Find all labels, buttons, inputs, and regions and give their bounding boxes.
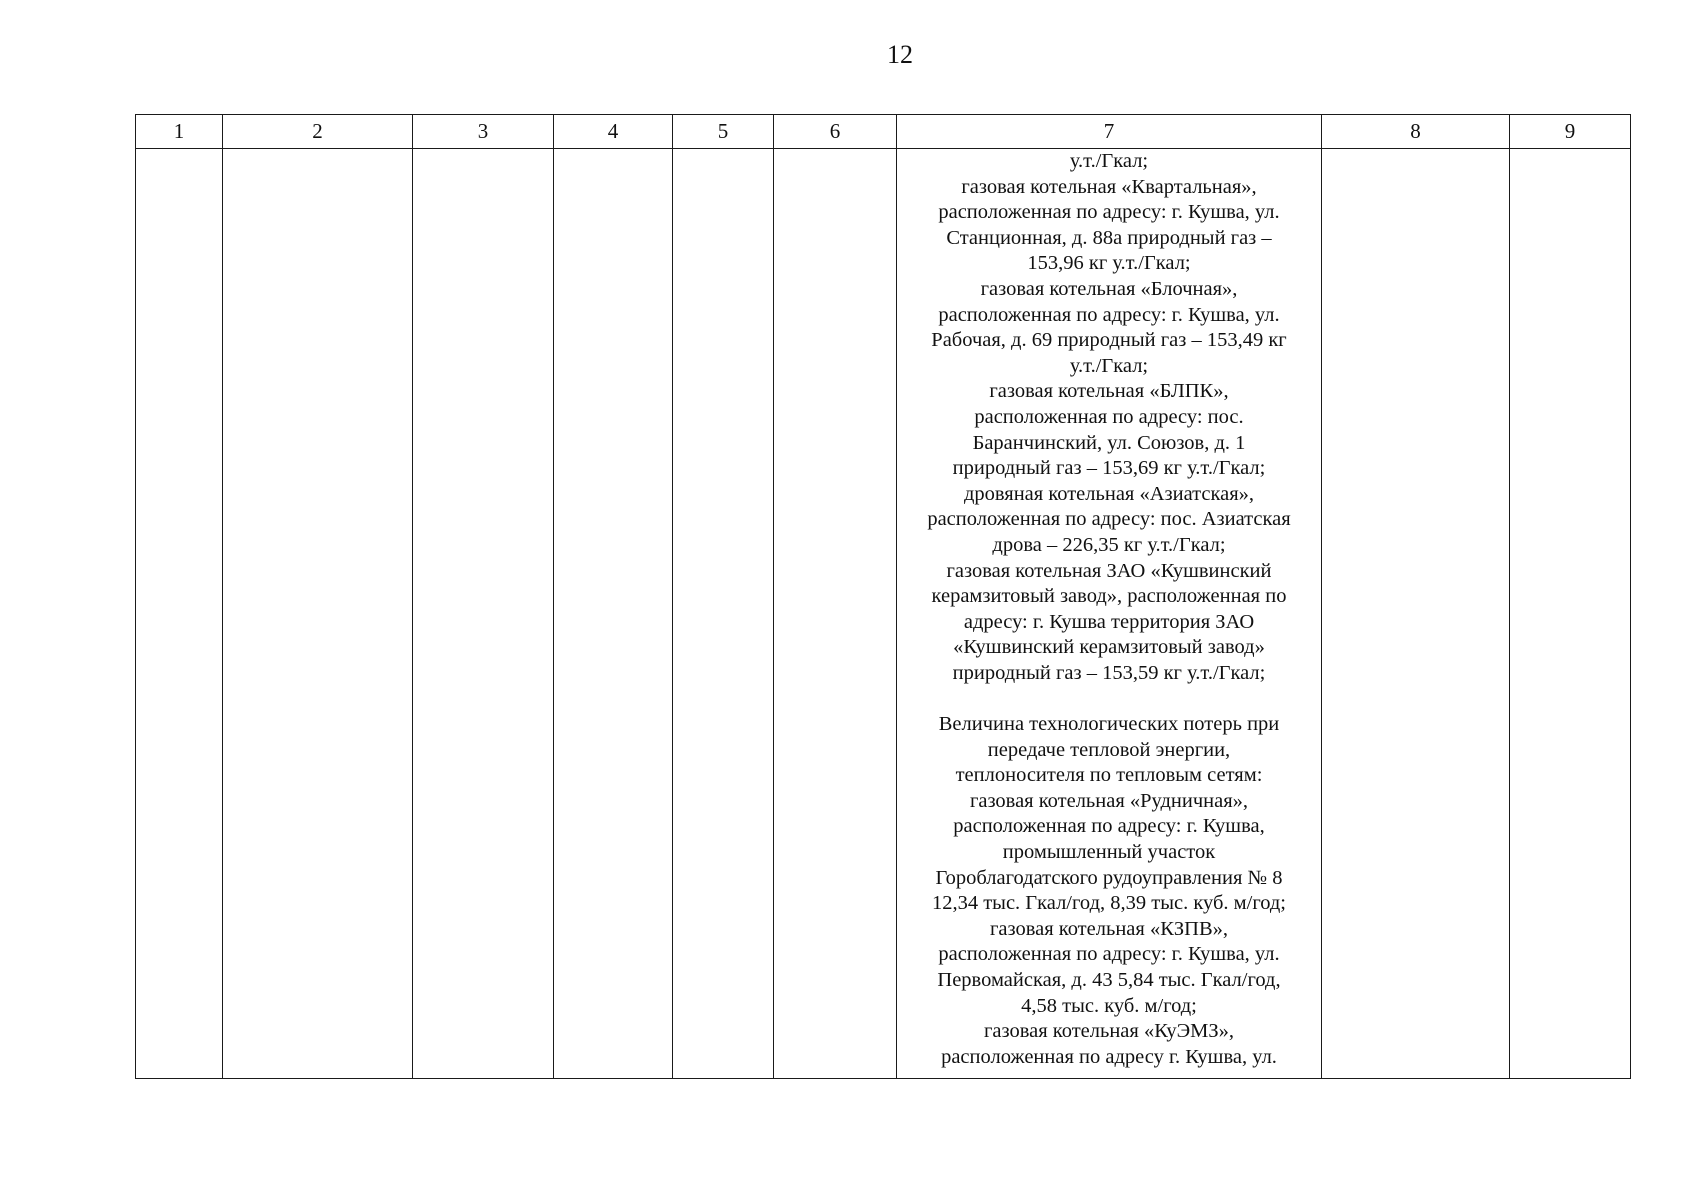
column-header-7: 7	[897, 115, 1322, 149]
column-header-2: 2	[223, 115, 413, 149]
text-line: расположенная по адресу: пос. Азиатская	[927, 508, 1291, 531]
table-row	[136, 149, 1631, 1079]
text-line: расположенная по адресу г. Кушва, ул.	[941, 1045, 1277, 1068]
text-line: расположенная по адресу: г. Кушва,	[953, 815, 1265, 838]
text-line: расположенная по адресу: г. Кушва, ул.	[938, 201, 1280, 224]
cell-col-9	[1510, 149, 1631, 1079]
data-table	[135, 114, 1631, 1079]
text-line: 153,96 кг у.т./Гкал;	[1027, 252, 1191, 275]
text-line: дровяная котельная «Азиатская»,	[963, 482, 1255, 505]
text-line: газовая котельная «Квартальная»,	[961, 175, 1257, 198]
text-line: адресу: г. Кушва территория ЗАО	[963, 610, 1255, 633]
text-line: теплоносителя по тепловым сетям:	[955, 764, 1263, 787]
text-line: газовая котельная «Рудничная»,	[969, 789, 1249, 812]
text-line: «Кушвинский керамзитовый завод»	[953, 636, 1265, 659]
paragraph-gap	[901, 686, 1317, 712]
text-line: газовая котельная «БЛПК»,	[989, 380, 1229, 403]
text-line: расположенная по адресу: г. Кушва, ул.	[938, 303, 1280, 326]
column-header-6: 6	[774, 115, 897, 149]
text-line: 4,58 тыс. куб. м/год;	[1021, 994, 1197, 1017]
text-line: керамзитовый завод», расположенная по	[931, 585, 1287, 608]
column-header-3: 3	[413, 115, 554, 149]
text-line: 12,34 тыс. Гкал/год, 8,39 тыс. куб. м/год;	[931, 892, 1287, 915]
cell-col-4	[554, 149, 673, 1079]
text-line: Величина технологических потерь при	[938, 713, 1280, 736]
text-line: Первомайская, д. 43 5,84 тыс. Гкал/год,	[937, 969, 1281, 991]
column-header-8: 8	[1322, 115, 1510, 149]
cell-col-3	[413, 149, 554, 1079]
cell-col-2	[223, 149, 413, 1079]
text-line: передаче тепловой энергии,	[987, 738, 1231, 761]
cell-col-1	[136, 149, 223, 1079]
text-line: природный газ – 153,59 кг у.т./Гкал;	[952, 661, 1266, 684]
text-line: у.т./Гкал;	[1069, 354, 1149, 377]
text-line: газовая котельная ЗАО «Кушвинский	[946, 559, 1272, 582]
cell-col-8	[1322, 149, 1510, 1079]
text-line: у.т./Гкал;	[1069, 150, 1149, 172]
column-header-5: 5	[673, 115, 774, 149]
cell-col-7	[897, 149, 1322, 1079]
column-header-1: 1	[136, 115, 223, 149]
text-line: расположенная по адресу: пос.	[974, 405, 1244, 428]
text-line: газовая котельная «КуЭМЗ»,	[984, 1020, 1234, 1043]
column-header-9: 9	[1510, 115, 1631, 149]
text-line: промышленный участок	[1002, 841, 1216, 864]
text-line: Баранчинский, ул. Союзов, д. 1	[972, 431, 1246, 454]
text-line: Станционная, д. 88а природный газ –	[946, 226, 1272, 249]
text-line: Гороблагодатского рудоуправления № 8	[935, 866, 1283, 889]
column-7-text	[897, 149, 1321, 1078]
column-header-4: 4	[554, 115, 673, 149]
text-line: расположенная по адресу: г. Кушва, ул.	[938, 943, 1280, 966]
text-line: природный газ – 153,69 кг у.т./Гкал;	[952, 457, 1266, 480]
text-line: дрова – 226,35 кг у.т./Гкал;	[992, 533, 1226, 556]
header-row	[136, 115, 1631, 149]
text-line: газовая котельная «Блочная»,	[980, 277, 1238, 300]
cell-col-5	[673, 149, 774, 1079]
text-line: Рабочая, д. 69 природный газ – 153,49 кг	[931, 329, 1287, 352]
text-line: газовая котельная «КЗПВ»,	[989, 917, 1228, 940]
page-number: 12	[887, 40, 913, 69]
cell-col-6	[774, 149, 897, 1079]
